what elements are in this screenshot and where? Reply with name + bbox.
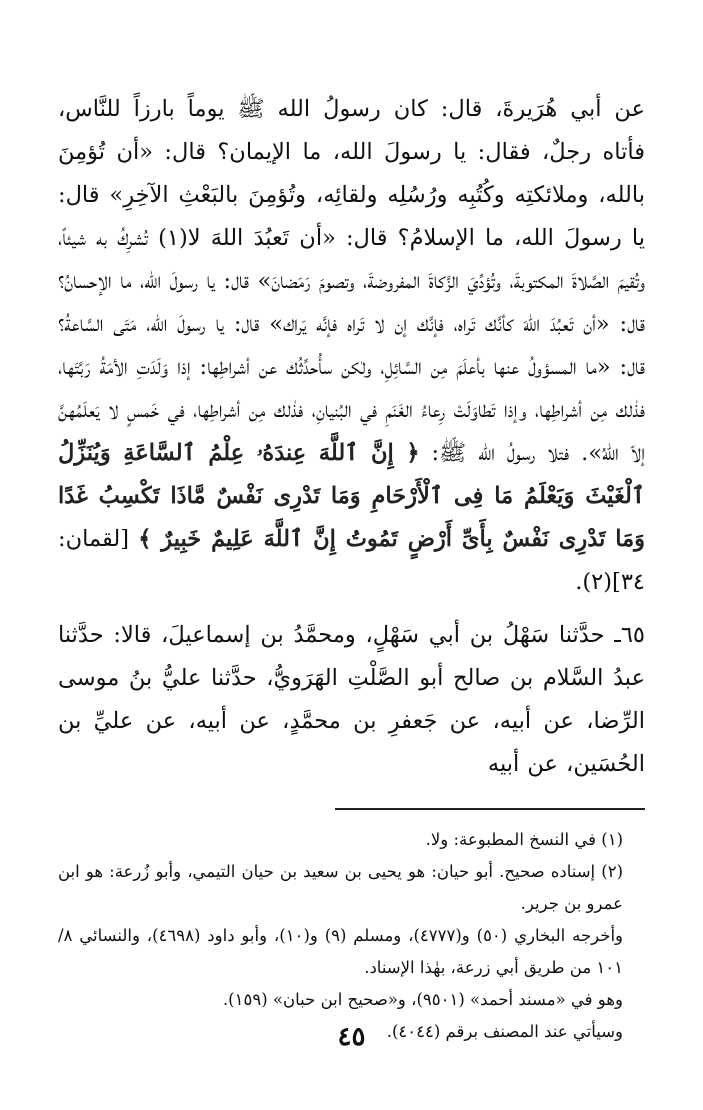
quran-verse: ﴿ إِنَّ ٱللَّهَ عِندَهُۥ عِلْمُ ٱلسَّاعَةِ وَيُنَزِّلُ ٱلْغَيْثَ وَيَعْلَمُ مَا فِى ٱلْأَرْحَامِ وَمَا تَدْرِى نَفْسٌ مَّاذَا تَكْسِبُ غَدًا وَمَا تَدْرِى نَفْسٌ بِأَىِّ أَرْضٍ تَمُوتُ إِنَّ ٱللَّهَ عَلِيمٌ خَبِيرٌ ﴾ bbox=[58, 440, 645, 552]
footnote-2: (٢) إسناده صحيح. أبو حيان: هو يحيى بن سعيد بن حيان التيمي، وأبو زُرعة: هو ابن عمرو بن جرير. bbox=[58, 862, 623, 913]
hadith-paragraph bbox=[58, 88, 645, 604]
footnote-1: (١) في النسخ المطبوعة: ولا. bbox=[425, 830, 623, 849]
footnote-separator bbox=[335, 808, 645, 810]
hadith-65-paragraph: ٦٥ـ حدَّثنا سَهْلُ بن أبي سَهْلٍ، ومحمَّدُ بن إسماعيلَ، قالا: حدَّثنا عبدُ السَّلام بن صالح أبو الصَّلْتِ الهَرَويُّ، حدَّثنا عليُّ بنُ موسى الرِّضا، عن أبيه، عن جَعفرِ بن محمَّدٍ، عن أبيه، عن عليِّ بن الحُسَين، عن أبيه bbox=[58, 622, 645, 777]
footnote-2-musnad: وهو في «مسند أحمد» (٩٥٠١)، و«صحيح ابن حبان» (١٥٩). bbox=[222, 990, 623, 1009]
footnotes bbox=[58, 824, 645, 1048]
hadith-text: عن أبي هُرَيرةَ، قال: كان رسولُ الله ﷺ يوماً بارزاً للنَّاس، فأتاه رجلٌ، فقال: يا رسولَ الله، ما الإيمان؟ قال: «أن تُؤمِنَ بالله، وملائكتِه وكُتُبِه ورُسُلِه ولقائِه، وتُؤمِنَ بالبَعْثِ الآخِرِ» قال: يا رسولَ الله، ما الإسلامُ؟ قال: «أن تَعبُدَ اللهَ لا(١) تُشرِكُ به شيئاً، وتُقيمَ الصَّلاةَ المكتوبةَ، وتُؤدِّيَ الزَّكاةَ المفروضةَ، وتصومَ رَمَضانَ» قال: يا رسولَ الله، ما الإحسانُ؟ قال: «أن تَعبُدَ اللهَ كأنَّك تَراه، فإنَّك إن لا تَراه فإنَّه يَراك» قال: يا رسولَ الله، مَتَى السَّاعةُ؟ قال: «ما المسؤولُ عنها بأعلَمَ مِن السَّائِلِ، ولٰكن سأُحدِّثُك عن أشراطِها: إذا وَلَدَتِ الأمَةُ رَبَّتَها، فذٰلك مِن أشراطِها، وإذا تَطاوَلَتْ رِعاءُ الغَنَمِ في البُنيانِ، فذٰلك مِن أشراطِها، في خَمسٍ لا يَعلَمُهنَّ إلاّ اللهُ». فتلا رسولُ الله ﷺ: bbox=[58, 96, 645, 466]
quran-reference: [لقمان: ٣٤](٢). bbox=[58, 526, 645, 595]
footnote-2-sources: وأخرجه البخاري (٥٠) و(٤٧٧٧)، ومسلم (٩) و(١٠)، وأبو داود (٤٦٩٨)، والنسائي ٨/ ١٠١ من طريق أبي زرعة، بهٰذا الإسناد. bbox=[58, 926, 623, 977]
footnote-2-crossref: وسيأتي عند المصنف برقم (٤٠٤٤). bbox=[386, 1022, 623, 1041]
main-text bbox=[58, 88, 645, 786]
page-number: ٤٥ bbox=[337, 1022, 366, 1052]
